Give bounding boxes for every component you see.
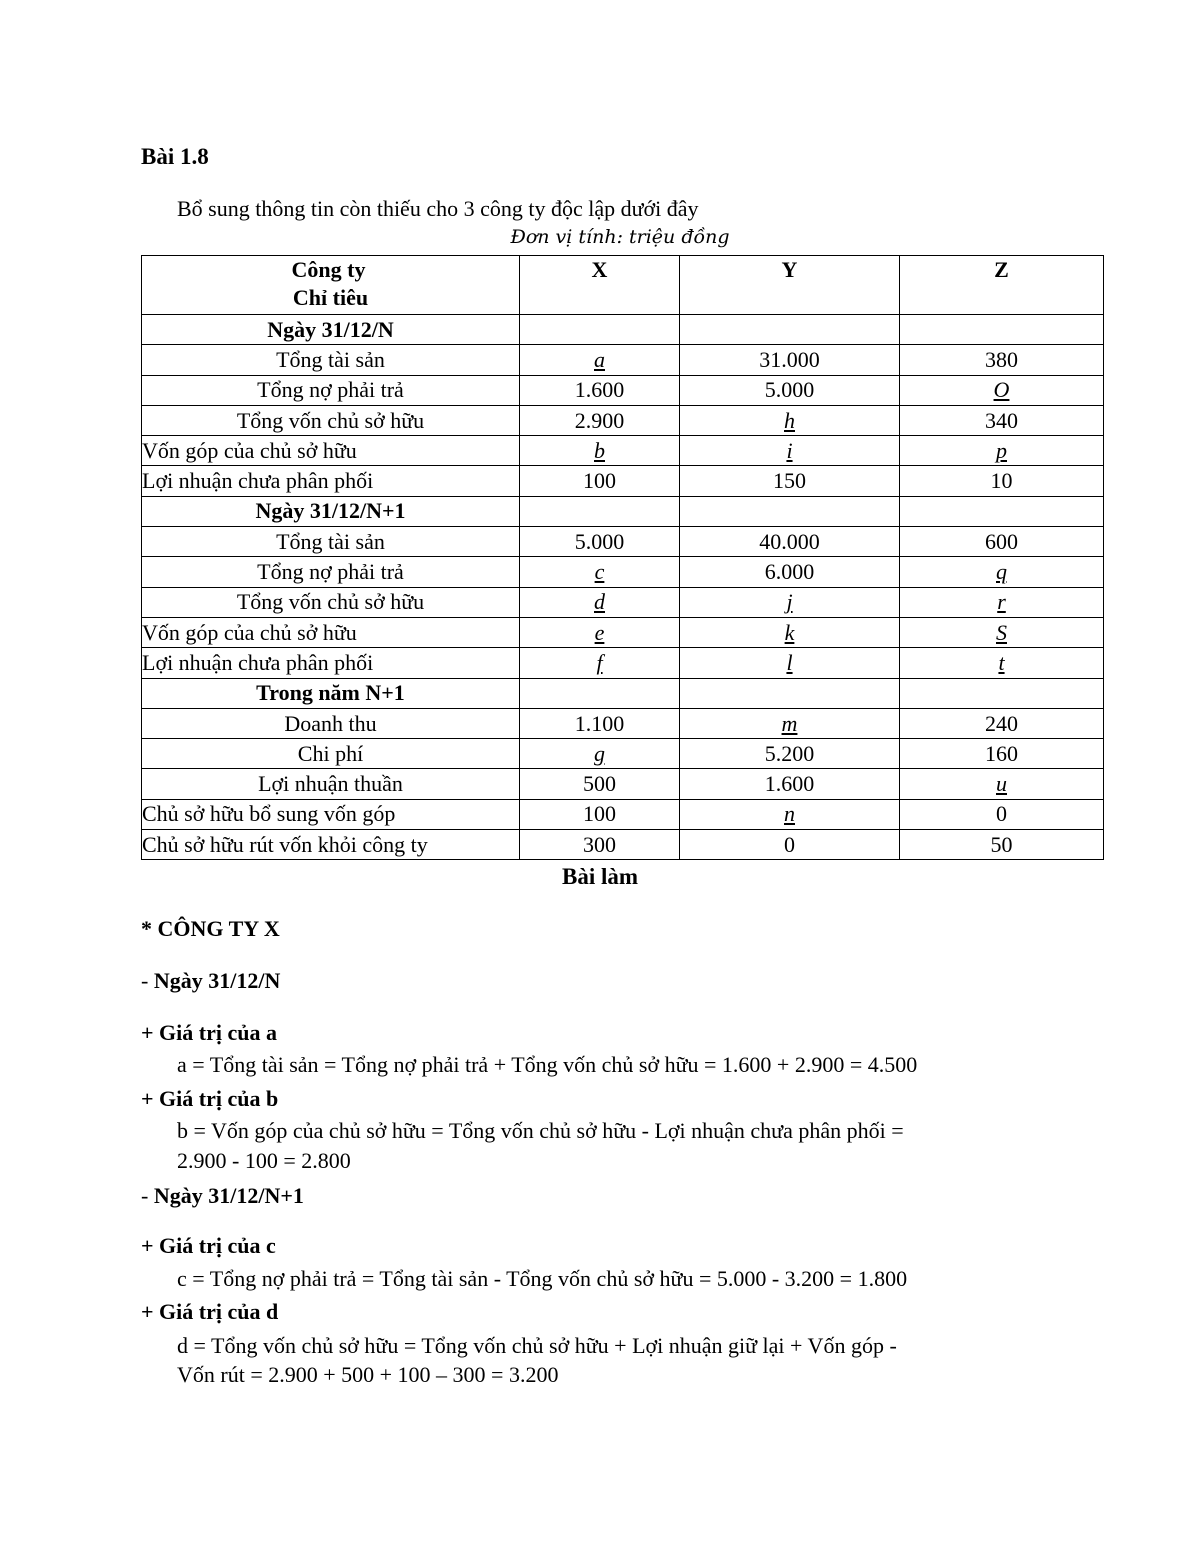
cell-y xyxy=(680,527,900,557)
cell-y xyxy=(680,769,900,799)
row-label: Vốn góp của chủ sở hữu xyxy=(142,617,520,647)
d-title: + Giá trị của d xyxy=(141,1299,279,1324)
cell-y xyxy=(680,315,900,345)
table-section-row xyxy=(142,315,1104,345)
cell-z xyxy=(900,587,1104,617)
row-label: Lợi nhuận chưa phân phối xyxy=(142,648,520,678)
date-heading-2 xyxy=(141,1183,304,1209)
cell-x xyxy=(520,708,680,738)
cell-y xyxy=(680,830,900,860)
cell-y xyxy=(680,375,900,405)
header-company: Công ty xyxy=(291,257,366,282)
cell-value: p xyxy=(996,437,1007,463)
row-label: Chủ sở hữu rút vốn khỏi công ty xyxy=(142,830,520,860)
a-title: + Giá trị của a xyxy=(141,1020,277,1045)
cell-value: O xyxy=(993,377,1010,403)
row-label: Tổng nợ phải trả xyxy=(142,557,520,587)
cell-value: f xyxy=(596,649,603,675)
cell-value: 2.900 xyxy=(574,407,625,433)
table-row xyxy=(142,708,1104,738)
cell-value: d xyxy=(594,589,605,615)
cell-x xyxy=(520,527,680,557)
cell-z xyxy=(900,799,1104,829)
cell-value: 1.600 xyxy=(574,377,625,403)
date-label: Ngày 31/12/N xyxy=(153,968,281,993)
table-header-row xyxy=(142,256,1104,315)
data-table xyxy=(141,255,1104,860)
table-row xyxy=(142,648,1104,678)
b-text-line1: b = Vốn góp của chủ sở hữu = Tổng vốn chủ sở hữu - Lợi nhuận chưa phân phối = xyxy=(177,1118,904,1143)
cell-value: 100 xyxy=(583,801,616,827)
cell-z xyxy=(900,375,1104,405)
row-label: Lợi nhuận chưa phân phối xyxy=(142,466,520,496)
cell-value: 10 xyxy=(990,468,1013,494)
cell-value: h xyxy=(784,407,795,433)
row-label: Tổng tài sản xyxy=(142,345,520,375)
cell-value: m xyxy=(781,710,798,736)
cell-z xyxy=(900,648,1104,678)
b-title: + Giá trị của b xyxy=(141,1086,279,1111)
cell-value: 6.000 xyxy=(764,559,815,585)
table-row xyxy=(142,769,1104,799)
cell-value: a xyxy=(594,346,605,372)
row-label: Lợi nhuận thuần xyxy=(142,769,520,799)
date-prefix: - xyxy=(141,968,154,993)
table-section-row xyxy=(142,678,1104,708)
cell-z xyxy=(900,678,1104,708)
cell-value: 50 xyxy=(990,831,1013,857)
cell-y xyxy=(680,496,900,526)
cell-x xyxy=(520,587,680,617)
cell-x xyxy=(520,466,680,496)
cell-z xyxy=(900,708,1104,738)
table-row xyxy=(142,830,1104,860)
header-col-z: Z xyxy=(900,256,1104,315)
header-col-x: X xyxy=(520,256,680,315)
cell-value: 0 xyxy=(784,831,795,857)
cell-value: n xyxy=(784,801,795,827)
d-text-line1: d = Tổng vốn chủ sở hữu = Tổng vốn chủ sở hữu + Lợi nhuận giữ lại + Vốn góp - xyxy=(177,1333,897,1358)
cell-value: S xyxy=(996,619,1007,645)
cell-x xyxy=(520,496,680,526)
table-row xyxy=(142,375,1104,405)
row-label: Vốn góp của chủ sở hữu xyxy=(142,436,520,466)
cell-value: 1.100 xyxy=(574,710,625,736)
c-title: + Giá trị của c xyxy=(141,1233,276,1258)
cell-y xyxy=(680,799,900,829)
table-row xyxy=(142,345,1104,375)
cell-x xyxy=(520,830,680,860)
cell-value: 5.000 xyxy=(574,528,625,554)
cell-value: 150 xyxy=(773,468,806,494)
c-text: c = Tổng nợ phải trả = Tổng tài sản - Tổng vốn chủ sở hữu = 5.000 - 3.200 = 1.800 xyxy=(177,1266,908,1291)
cell-x xyxy=(520,678,680,708)
row-label: Doanh thu xyxy=(142,708,520,738)
a-text: a = Tổng tài sản = Tổng nợ phải trả + Tổng vốn chủ sở hữu = 1.600 + 2.900 = 4.500 xyxy=(177,1052,918,1077)
cell-value: 380 xyxy=(985,346,1018,372)
cell-value: 600 xyxy=(985,528,1018,554)
page-title: Bài 1.8 xyxy=(141,144,209,169)
cell-value: t xyxy=(998,649,1005,675)
cell-z xyxy=(900,405,1104,435)
cell-y xyxy=(680,648,900,678)
cell-z xyxy=(900,527,1104,557)
cell-value: 1.600 xyxy=(764,771,815,797)
cell-value: e xyxy=(594,619,605,645)
cell-z xyxy=(900,830,1104,860)
table-row xyxy=(142,587,1104,617)
cell-z xyxy=(900,496,1104,526)
intro-text: Bổ sung thông tin còn thiếu cho 3 công ty độc lập dưới đây xyxy=(177,196,699,221)
cell-y xyxy=(680,436,900,466)
row-label: Chi phí xyxy=(142,739,520,769)
table-row xyxy=(142,617,1104,647)
cell-y xyxy=(680,739,900,769)
table-row xyxy=(142,466,1104,496)
cell-y xyxy=(680,678,900,708)
row-label: Chủ sở hữu bổ sung vốn góp xyxy=(142,799,520,829)
cell-value: 100 xyxy=(583,468,616,494)
cell-z xyxy=(900,739,1104,769)
row-label: Tổng tài sản xyxy=(142,527,520,557)
cell-value: 240 xyxy=(985,710,1018,736)
cell-z xyxy=(900,466,1104,496)
cell-x xyxy=(520,739,680,769)
cell-value: 340 xyxy=(985,407,1018,433)
solution-heading: Bài làm xyxy=(561,864,639,889)
cell-z xyxy=(900,557,1104,587)
cell-z xyxy=(900,769,1104,799)
row-label: Ngày 31/12/N+1 xyxy=(142,496,520,526)
company-heading: * CÔNG TY X xyxy=(141,916,280,941)
header-label-cell xyxy=(142,256,520,315)
unit-note: Đơn vị tính: triệu đồng xyxy=(510,226,730,248)
date-label: Ngày 31/12/N+1 xyxy=(153,1183,304,1208)
cell-y xyxy=(680,557,900,587)
cell-value: k xyxy=(784,619,795,645)
cell-value: b xyxy=(594,437,605,463)
row-label: Tổng vốn chủ sở hữu xyxy=(142,587,520,617)
table-row xyxy=(142,557,1104,587)
cell-z xyxy=(900,617,1104,647)
table-row xyxy=(142,405,1104,435)
cell-y xyxy=(680,345,900,375)
cell-z xyxy=(900,315,1104,345)
cell-x xyxy=(520,345,680,375)
cell-value: 31.000 xyxy=(759,346,820,372)
cell-y xyxy=(680,466,900,496)
cell-y xyxy=(680,708,900,738)
cell-value: l xyxy=(786,649,793,675)
table-row xyxy=(142,436,1104,466)
table-row xyxy=(142,799,1104,829)
cell-value: i xyxy=(786,437,793,463)
cell-value: 0 xyxy=(996,801,1007,827)
cell-x xyxy=(520,436,680,466)
cell-x xyxy=(520,315,680,345)
cell-value: 300 xyxy=(583,831,616,857)
header-criteria: Chỉ tiêu xyxy=(292,285,369,310)
cell-x xyxy=(520,557,680,587)
cell-value: j xyxy=(786,589,793,615)
cell-value: g xyxy=(594,740,605,766)
table-row xyxy=(142,527,1104,557)
cell-value: 500 xyxy=(583,771,616,797)
cell-value: c xyxy=(594,559,605,585)
row-label: Tổng nợ phải trả xyxy=(142,375,520,405)
cell-value: u xyxy=(996,771,1007,797)
table-section-row xyxy=(142,496,1104,526)
cell-x xyxy=(520,617,680,647)
cell-x xyxy=(520,405,680,435)
cell-x xyxy=(520,648,680,678)
b-text-line2: 2.900 - 100 = 2.800 xyxy=(177,1148,351,1173)
cell-x xyxy=(520,769,680,799)
row-label: Ngày 31/12/N xyxy=(142,315,520,345)
row-label: Tổng vốn chủ sở hữu xyxy=(142,405,520,435)
date-prefix: - xyxy=(141,1183,154,1208)
cell-y xyxy=(680,617,900,647)
cell-x xyxy=(520,799,680,829)
header-col-y: Y xyxy=(680,256,900,315)
cell-value: 160 xyxy=(985,740,1018,766)
cell-value: r xyxy=(997,589,1006,615)
cell-y xyxy=(680,405,900,435)
cell-x xyxy=(520,375,680,405)
row-label: Trong năm N+1 xyxy=(142,678,520,708)
cell-value: q xyxy=(996,559,1007,585)
cell-value: 40.000 xyxy=(759,528,820,554)
date-heading-1 xyxy=(141,968,280,994)
cell-value: 5.200 xyxy=(764,740,815,766)
cell-z xyxy=(900,436,1104,466)
cell-value: 5.000 xyxy=(764,377,815,403)
cell-y xyxy=(680,587,900,617)
cell-z xyxy=(900,345,1104,375)
table-row xyxy=(142,739,1104,769)
d-text-line2: Vốn rút = 2.900 + 500 + 100 – 300 = 3.200 xyxy=(177,1362,559,1387)
